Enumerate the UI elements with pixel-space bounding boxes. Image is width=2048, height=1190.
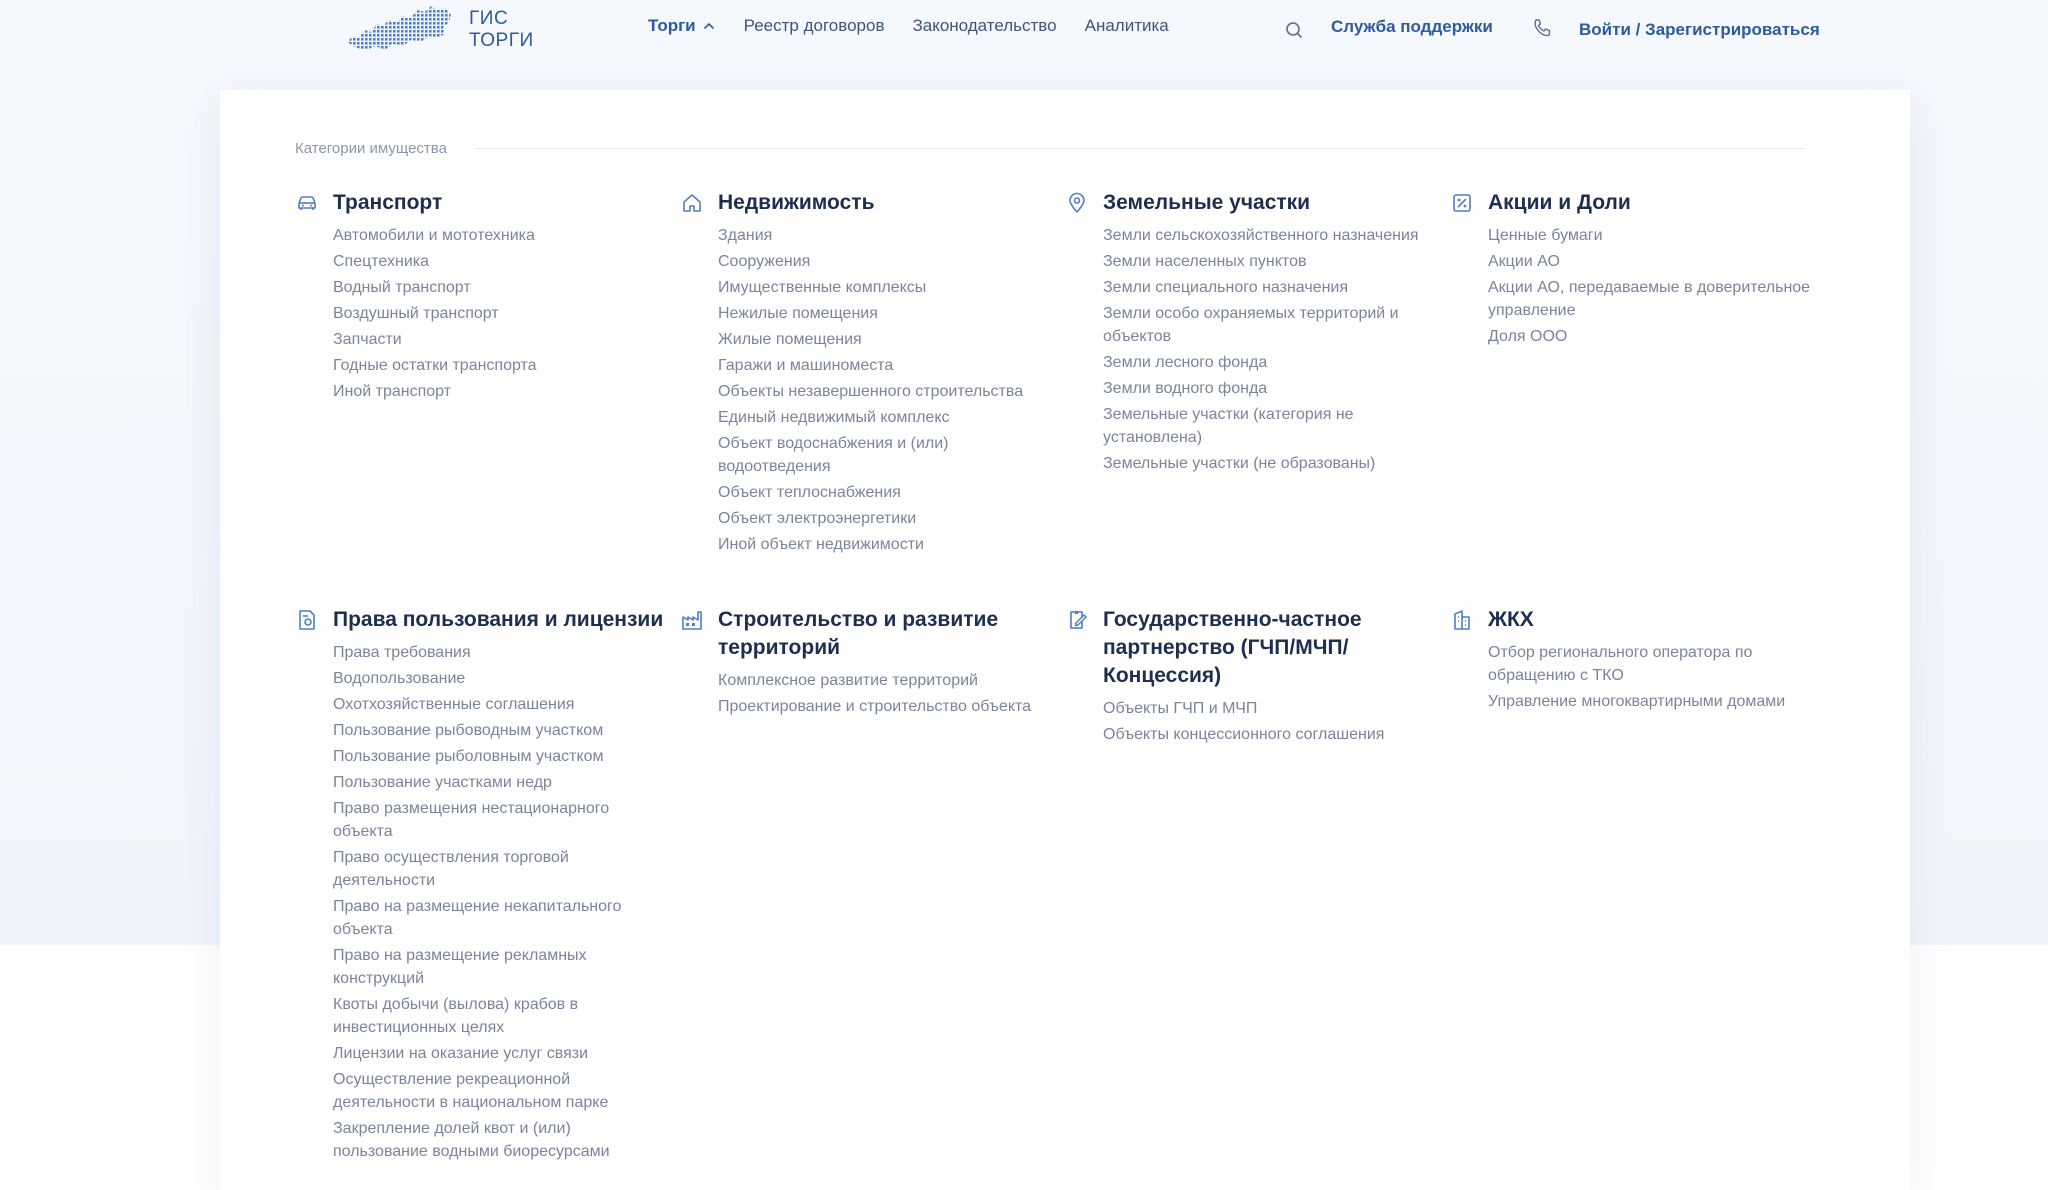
category-link[interactable]: Объект электроэнергетики — [718, 510, 917, 527]
category-title: Земельные участки — [1103, 191, 1311, 214]
category-link[interactable]: Земли водного фонда — [1103, 380, 1268, 397]
category-link[interactable]: Объекты концессионного соглашения — [1103, 726, 1385, 743]
category-head[interactable] — [680, 606, 1060, 662]
category-head[interactable] — [295, 189, 675, 217]
category-land-plots — [1065, 189, 1445, 478]
category-link[interactable]: Спецтехника — [333, 253, 429, 270]
category-construction — [680, 606, 1060, 721]
building-icon — [1450, 608, 1474, 632]
phone-icon[interactable] — [1532, 18, 1552, 38]
nav-item-analytics[interactable]: Аналитика — [1084, 16, 1169, 35]
category-real-estate — [680, 189, 1060, 559]
category-link[interactable]: Право осуществления торговой деятельности — [333, 849, 569, 889]
category-link[interactable]: Управление многоквартирными домами — [1488, 693, 1786, 710]
category-items — [718, 224, 1060, 556]
category-link[interactable]: Пользование участками недр — [333, 774, 552, 791]
categories-dropdown-panel — [220, 90, 1910, 1190]
category-link[interactable]: Право на размещение рекламных конструкций — [333, 947, 587, 987]
category-housing-utilities — [1450, 606, 1830, 716]
construction-icon — [680, 608, 704, 632]
site-header — [0, 0, 2048, 64]
category-head[interactable] — [1065, 606, 1445, 690]
category-link[interactable]: Квоты добычи (вылова) крабов в инвестиционных целях — [333, 996, 579, 1036]
logo-text — [469, 8, 534, 52]
category-link[interactable]: Иной транспорт — [333, 383, 452, 400]
category-link[interactable]: Охотхозяйственные соглашения — [333, 696, 575, 713]
section-title: Категории имущества — [295, 139, 447, 157]
category-items — [1488, 641, 1830, 713]
category-link[interactable]: Сооружения — [718, 253, 811, 270]
nav-item-torgi[interactable] — [648, 16, 716, 36]
category-link[interactable]: Лицензии на оказание услуг связи — [333, 1045, 589, 1062]
category-head[interactable] — [1450, 189, 1830, 217]
category-link[interactable]: Земли лесного фонда — [1103, 354, 1268, 371]
category-link[interactable]: Права требования — [333, 644, 471, 661]
category-title: Строительство и развитие территорий — [718, 608, 999, 659]
category-title: Недвижимость — [718, 191, 875, 214]
russia-map-logo-icon — [345, 2, 455, 54]
category-items — [1103, 224, 1445, 475]
category-link[interactable]: Доля ООО — [1488, 328, 1568, 345]
category-title: ЖКХ — [1488, 608, 1534, 631]
section-divider — [475, 148, 1805, 149]
category-link[interactable]: Отбор регионального оператора по обращению с ТКО — [1488, 644, 1753, 684]
category-ppp — [1065, 606, 1445, 749]
category-head[interactable] — [680, 189, 1060, 217]
category-title: Государственно-частное партнерство (ГЧП/МЧП/Концессия) — [1103, 608, 1362, 687]
category-link[interactable]: Единый недвижимый комплекс — [718, 409, 950, 426]
logo-text-line2: ТОРГИ — [469, 30, 534, 51]
category-link[interactable]: Земли особо охраняемых территорий и объектов — [1103, 305, 1399, 345]
category-link[interactable]: Осуществление рекреационной деятельности в национальном парке — [333, 1071, 609, 1111]
category-link[interactable]: Объекты незавершенного строительства — [718, 383, 1024, 400]
category-link[interactable]: Нежилые помещения — [718, 305, 878, 322]
category-items — [718, 669, 1060, 718]
category-head[interactable] — [295, 606, 675, 634]
category-link[interactable]: Воздушный транспорт — [333, 305, 499, 322]
chevron-up-icon — [702, 19, 716, 33]
category-link[interactable]: Водный транспорт — [333, 279, 471, 296]
partnership-document-icon — [1065, 608, 1089, 632]
category-link[interactable]: Акции АО, передаваемые в доверительное управление — [1488, 279, 1811, 319]
category-link[interactable]: Закрепление долей квот и (или) пользование водными биоресурсами — [333, 1120, 610, 1160]
category-title: Акции и Доли — [1488, 191, 1631, 214]
category-link[interactable]: Автомобили и мототехника — [333, 227, 535, 244]
category-link[interactable]: Земли сельскохозяйственного назначения — [1103, 227, 1419, 244]
category-items — [1103, 697, 1445, 746]
category-title: Права пользования и лицензии — [333, 608, 664, 631]
category-link[interactable]: Водопользование — [333, 670, 466, 687]
category-link[interactable]: Объект водоснабжения и (или) водоотведения — [718, 435, 949, 475]
category-transport — [295, 189, 675, 406]
category-link[interactable]: Объекты ГЧП и МЧП — [1103, 700, 1258, 717]
percent-document-icon — [1450, 191, 1474, 215]
nav-item-torgi-label: Торги — [648, 16, 696, 35]
category-link[interactable]: Объект теплоснабжения — [718, 484, 901, 501]
license-document-icon — [295, 608, 319, 632]
category-head[interactable] — [1065, 189, 1445, 217]
login-register-link[interactable]: Войти / Зарегистрироваться — [1579, 20, 1820, 39]
category-link[interactable]: Запчасти — [333, 331, 402, 348]
category-items — [333, 641, 675, 1163]
category-rights-licenses — [295, 606, 675, 1166]
car-icon — [295, 191, 319, 215]
category-title: Транспорт — [333, 191, 443, 214]
logo-text-line1: ГИС — [469, 8, 509, 29]
support-link[interactable]: Служба поддержки — [1331, 17, 1493, 36]
main-nav — [648, 16, 1169, 36]
category-link[interactable]: Здания — [718, 227, 773, 244]
category-link[interactable]: Земельные участки (категория не установлена) — [1103, 406, 1354, 446]
category-link[interactable]: Иной объект недвижимости — [718, 536, 924, 553]
category-link[interactable]: Право на размещение некапитального объекта — [333, 898, 622, 938]
category-link[interactable]: Проектирование и строительство объекта — [718, 698, 1032, 715]
category-link[interactable]: Жилые помещения — [718, 331, 862, 348]
location-pin-icon — [1065, 191, 1089, 215]
category-link[interactable]: Право размещения нестационарного объекта — [333, 800, 610, 840]
nav-item-contracts-registry[interactable]: Реестр договоров — [743, 16, 885, 35]
category-link[interactable]: Годные остатки транспорта — [333, 357, 537, 374]
category-link[interactable]: Имущественные комплексы — [718, 279, 927, 296]
category-shares — [1450, 189, 1830, 351]
category-link[interactable]: Земли населенных пунктов — [1103, 253, 1307, 270]
search-icon[interactable] — [1284, 20, 1304, 40]
category-link[interactable]: Пользование рыболовным участком — [333, 748, 604, 765]
category-link[interactable]: Пользование рыбоводным участком — [333, 722, 604, 739]
nav-item-legislation[interactable]: Законодательство — [912, 16, 1057, 35]
category-items — [333, 224, 675, 403]
category-link[interactable]: Акции АО — [1488, 253, 1560, 270]
category-link[interactable]: Гаражи и машиноместа — [718, 357, 894, 374]
category-link[interactable]: Земельные участки (не образованы) — [1103, 455, 1376, 472]
category-link[interactable]: Комплексное развитие территорий — [718, 672, 978, 689]
category-link[interactable]: Ценные бумаги — [1488, 227, 1603, 244]
house-icon — [680, 191, 704, 215]
category-items — [1488, 224, 1830, 348]
category-link[interactable]: Земли специального назначения — [1103, 279, 1349, 296]
section-header — [295, 138, 1805, 158]
logo[interactable] — [345, 2, 535, 54]
category-head[interactable] — [1450, 606, 1830, 634]
